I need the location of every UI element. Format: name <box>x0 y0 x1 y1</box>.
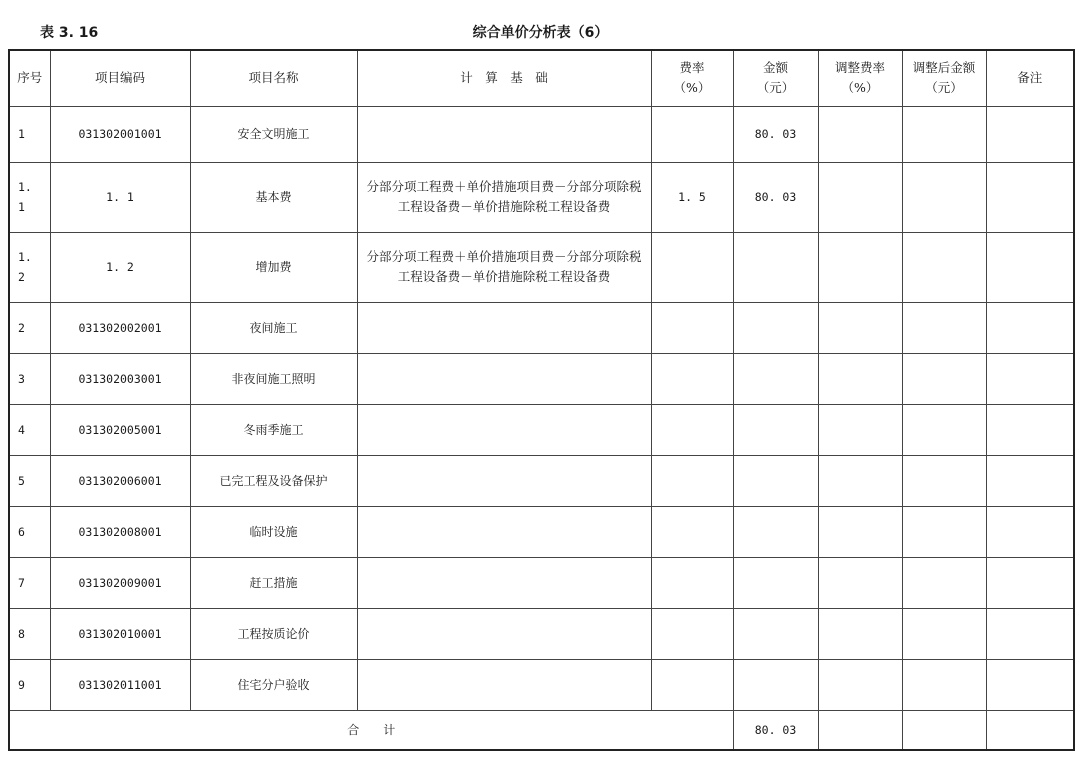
header-adj-amount <box>902 50 986 106</box>
table-row <box>9 506 1074 557</box>
table-caption <box>0 22 1081 44</box>
row-amount <box>733 404 818 455</box>
row-rate <box>651 302 733 353</box>
header-rate <box>651 50 733 106</box>
row-basis <box>357 608 651 659</box>
table-row <box>9 557 1074 608</box>
row-basis <box>357 659 651 710</box>
row-adj-amount <box>902 557 986 608</box>
row-adj-amount <box>902 353 986 404</box>
row-remark <box>986 404 1074 455</box>
row-name: 基本费 <box>190 162 357 232</box>
total-remark <box>986 710 1074 750</box>
row-rate: 1. 5 <box>651 162 733 232</box>
row-amount <box>733 232 818 302</box>
row-remark <box>986 659 1074 710</box>
row-amount <box>733 608 818 659</box>
row-remark <box>986 557 1074 608</box>
row-adj-rate <box>818 106 902 162</box>
row-remark <box>986 106 1074 162</box>
row-seq: 6 <box>9 506 50 557</box>
header-amount-unit: （元） <box>756 80 795 96</box>
total-amount: 80. 03 <box>733 710 818 750</box>
row-remark <box>986 162 1074 232</box>
row-rate <box>651 106 733 162</box>
table-row <box>9 162 1074 232</box>
row-adj-rate <box>818 353 902 404</box>
row-code: 1. 1 <box>50 162 190 232</box>
total-adj-rate <box>818 710 902 750</box>
row-code: 031302011001 <box>50 659 190 710</box>
row-name: 非夜间施工照明 <box>190 353 357 404</box>
header-code: 项目编码 <box>50 50 190 106</box>
row-seq: 1 <box>9 106 50 162</box>
row-seq: 9 <box>9 659 50 710</box>
row-adj-amount <box>902 455 986 506</box>
row-amount: 80. 03 <box>733 162 818 232</box>
row-seq: 5 <box>9 455 50 506</box>
row-adj-amount <box>902 404 986 455</box>
row-adj-amount <box>902 659 986 710</box>
row-seq: 1. 2 <box>9 232 50 302</box>
header-rate-unit: （%） <box>673 80 711 96</box>
row-adj-amount <box>902 106 986 162</box>
total-row <box>9 710 1074 750</box>
row-basis <box>357 557 651 608</box>
row-code: 031302006001 <box>50 455 190 506</box>
row-amount <box>733 557 818 608</box>
row-adj-rate <box>818 455 902 506</box>
row-adj-rate <box>818 162 902 232</box>
row-remark <box>986 506 1074 557</box>
table-title: 综合单价分析表（6） <box>472 25 609 41</box>
header-amount <box>733 50 818 106</box>
row-amount <box>733 506 818 557</box>
row-code: 1. 2 <box>50 232 190 302</box>
row-adj-amount <box>902 232 986 302</box>
row-basis <box>357 455 651 506</box>
header-basis: 计 算 基 础 <box>357 50 651 106</box>
row-rate <box>651 455 733 506</box>
header-adj-amount-unit: （元） <box>925 80 963 96</box>
table-number: 表 3. 16 <box>40 25 99 41</box>
row-adj-rate <box>818 232 902 302</box>
row-adj-rate <box>818 659 902 710</box>
row-name: 已完工程及设备保护 <box>190 455 357 506</box>
total-adj-amount <box>902 710 986 750</box>
row-adj-rate <box>818 557 902 608</box>
row-name: 安全文明施工 <box>190 106 357 162</box>
row-name: 临时设施 <box>190 506 357 557</box>
row-code: 031302010001 <box>50 608 190 659</box>
row-adj-rate <box>818 404 902 455</box>
table-row <box>9 302 1074 353</box>
row-seq: 7 <box>9 557 50 608</box>
row-basis: 分部分项工程费＋单价措施项目费－分部分项除税工程设备费－单价措施除税工程设备费 <box>357 232 651 302</box>
row-code: 031302008001 <box>50 506 190 557</box>
header-amount-label: 金额 <box>762 60 788 76</box>
row-code: 031302001001 <box>50 106 190 162</box>
row-amount <box>733 455 818 506</box>
row-rate <box>651 659 733 710</box>
unit-price-analysis-table <box>8 49 1075 751</box>
row-rate <box>651 557 733 608</box>
table-row <box>9 455 1074 506</box>
row-name: 增加费 <box>190 232 357 302</box>
header-name: 项目名称 <box>190 50 357 106</box>
row-rate <box>651 232 733 302</box>
row-rate <box>651 353 733 404</box>
row-basis: 分部分项工程费＋单价措施项目费－分部分项除税工程设备费－单价措施除税工程设备费 <box>357 162 651 232</box>
table-row <box>9 106 1074 162</box>
row-adj-amount <box>902 506 986 557</box>
header-adj-amount-label: 调整后金额 <box>912 60 976 76</box>
table-row <box>9 404 1074 455</box>
row-amount <box>733 302 818 353</box>
row-remark <box>986 353 1074 404</box>
row-code: 031302009001 <box>50 557 190 608</box>
row-basis <box>357 302 651 353</box>
row-adj-amount <box>902 608 986 659</box>
header-rate-label: 费率 <box>679 60 705 76</box>
row-rate <box>651 608 733 659</box>
row-remark <box>986 608 1074 659</box>
table-row <box>9 353 1074 404</box>
table-row <box>9 608 1074 659</box>
header-seq: 序号 <box>9 50 50 106</box>
row-seq: 2 <box>9 302 50 353</box>
row-adj-rate <box>818 302 902 353</box>
row-amount <box>733 659 818 710</box>
row-code: 031302003001 <box>50 353 190 404</box>
row-basis <box>357 106 651 162</box>
row-rate <box>651 404 733 455</box>
row-basis <box>357 353 651 404</box>
row-basis <box>357 404 651 455</box>
row-seq: 4 <box>9 404 50 455</box>
row-remark <box>986 302 1074 353</box>
row-remark <box>986 232 1074 302</box>
header-adj-rate-label: 调整费率 <box>834 60 885 76</box>
row-code: 031302005001 <box>50 404 190 455</box>
header-adj-rate-unit: （%） <box>841 80 879 96</box>
row-seq: 8 <box>9 608 50 659</box>
header-row <box>9 50 1074 106</box>
row-adj-amount <box>902 162 986 232</box>
row-name: 冬雨季施工 <box>190 404 357 455</box>
row-amount: 80. 03 <box>733 106 818 162</box>
row-name: 工程按质论价 <box>190 608 357 659</box>
row-adj-rate <box>818 608 902 659</box>
row-adj-rate <box>818 506 902 557</box>
total-label: 合 计 <box>9 710 733 750</box>
row-basis <box>357 506 651 557</box>
row-rate <box>651 506 733 557</box>
header-remark: 备注 <box>986 50 1074 106</box>
row-name: 夜间施工 <box>190 302 357 353</box>
row-seq: 1. 1 <box>9 162 50 232</box>
row-remark <box>986 455 1074 506</box>
table-row <box>9 232 1074 302</box>
row-adj-amount <box>902 302 986 353</box>
header-adj-rate <box>818 50 902 106</box>
row-name: 住宅分户验收 <box>190 659 357 710</box>
row-seq: 3 <box>9 353 50 404</box>
row-name: 赶工措施 <box>190 557 357 608</box>
row-amount <box>733 353 818 404</box>
row-code: 031302002001 <box>50 302 190 353</box>
table-row <box>9 659 1074 710</box>
